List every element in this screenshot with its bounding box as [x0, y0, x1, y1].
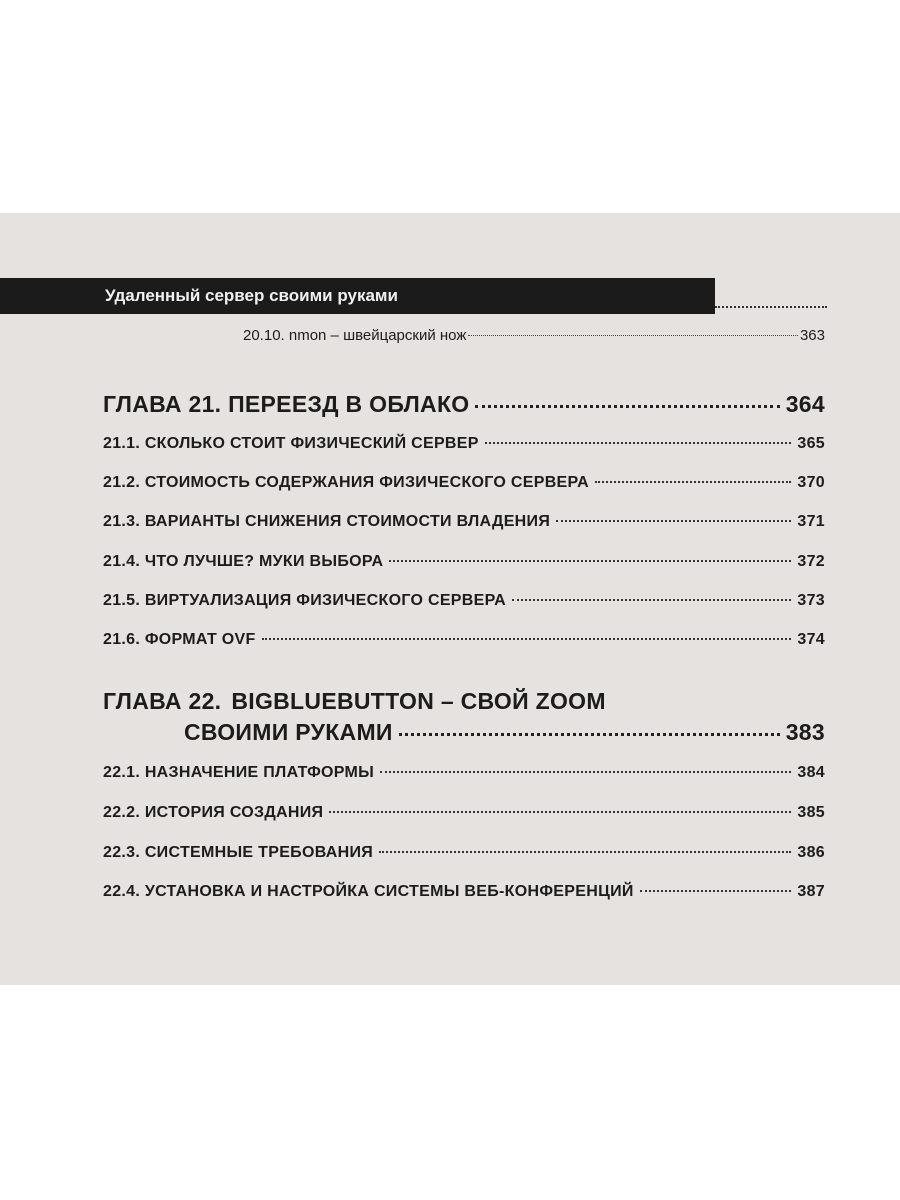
toc-chapter-21[interactable] — [103, 391, 825, 418]
toc-entry-page: 365 — [797, 435, 825, 452]
dot-leader — [556, 520, 791, 522]
chapter-page: 383 — [785, 719, 825, 745]
chapter-title-line1: BIGBLUEBUTTON – СВОЙ ZOOM — [231, 688, 606, 714]
running-header-title: Удаленный сервер своими руками — [105, 286, 398, 305]
dot-leader — [640, 890, 792, 892]
dot-leader — [485, 442, 792, 444]
chapter-label: ГЛАВА 22. — [103, 688, 222, 714]
toc-entry-text: 22.3. СИСТЕМНЫЕ ТРЕБОВАНИЯ — [103, 844, 374, 861]
toc-section-22-3[interactable] — [103, 844, 825, 862]
toc-entry-text: 21.1. СКОЛЬКО СТОИТ ФИЗИЧЕСКИЙ СЕРВЕР — [103, 435, 479, 452]
dot-leader — [512, 599, 791, 601]
toc-section-21-5[interactable] — [103, 592, 825, 610]
toc-section-22-2[interactable] — [103, 804, 825, 822]
chapter-label: ГЛАВА 21. — [103, 391, 222, 417]
chapter-title-line2: СВОИМИ РУКАМИ — [184, 719, 393, 745]
toc-entry-text: 21.4. ЧТО ЛУЧШЕ? МУКИ ВЫБОРА — [103, 553, 384, 570]
toc-entry-text: 21.6. ФОРМАТ OVF — [103, 631, 256, 648]
toc-entry-page: 387 — [797, 883, 825, 900]
toc-entry-page: 372 — [797, 553, 825, 570]
toc-entry-text: 21.2. СТОИМОСТЬ СОДЕРЖАНИЯ ФИЗИЧЕСКОГО СЕРВЕРА — [103, 474, 589, 491]
book-page — [0, 213, 900, 985]
dot-leader — [329, 811, 791, 813]
toc-section-21-6[interactable] — [103, 631, 825, 649]
header-dotted-rule — [715, 306, 827, 308]
toc-entry-page: 385 — [797, 804, 825, 821]
toc-entry-text: 21.5. ВИРТУАЛИЗАЦИЯ ФИЗИЧЕСКОГО СЕРВЕРА — [103, 592, 507, 609]
toc-section-21-2[interactable] — [103, 474, 825, 492]
dot-leader — [379, 851, 791, 853]
toc-entry-page: 374 — [797, 631, 825, 648]
dot-leader — [475, 405, 779, 408]
toc-entry-page: 373 — [797, 592, 825, 609]
toc-entry-page: 370 — [797, 474, 825, 491]
toc-entry-text: 22.4. УСТАНОВКА И НАСТРОЙКА СИСТЕМЫ ВЕБ-КОНФЕРЕНЦИЙ — [103, 883, 634, 900]
dot-leader — [380, 771, 791, 773]
dot-leader — [595, 481, 791, 483]
dot-leader — [468, 335, 798, 336]
dot-leader — [389, 560, 791, 562]
toc-chapter-22-line1[interactable] — [103, 688, 606, 715]
dot-leader — [399, 733, 780, 736]
chapter-title: ПЕРЕЕЗД В ОБЛАКО — [228, 391, 470, 417]
toc-chapter-22-line2[interactable] — [184, 719, 825, 746]
toc-entry-text: 22.2. ИСТОРИЯ СОЗДАНИЯ — [103, 804, 324, 821]
chapter-page: 364 — [785, 391, 825, 417]
toc-entry-page: 386 — [797, 844, 825, 861]
toc-entry-20-10[interactable] — [243, 327, 825, 344]
dot-leader — [262, 638, 792, 640]
toc-section-21-1[interactable] — [103, 435, 825, 453]
toc-section-22-4[interactable] — [103, 883, 825, 901]
toc-entry-text: 20.10. nmon – швейцарский нож — [243, 327, 467, 344]
toc-entry-text: 22.1. НАЗНАЧЕНИЕ ПЛАТФОРМЫ — [103, 764, 375, 781]
toc-section-21-3[interactable] — [103, 513, 825, 531]
toc-section-22-1[interactable] — [103, 764, 825, 782]
toc-entry-page: 384 — [797, 764, 825, 781]
toc-entry-page: 371 — [797, 513, 825, 530]
toc-section-21-4[interactable] — [103, 553, 825, 571]
toc-entry-text: 21.3. ВАРИАНТЫ СНИЖЕНИЯ СТОИМОСТИ ВЛАДЕНИЯ — [103, 513, 551, 530]
toc-entry-page: 363 — [799, 327, 825, 344]
running-header — [0, 278, 715, 314]
